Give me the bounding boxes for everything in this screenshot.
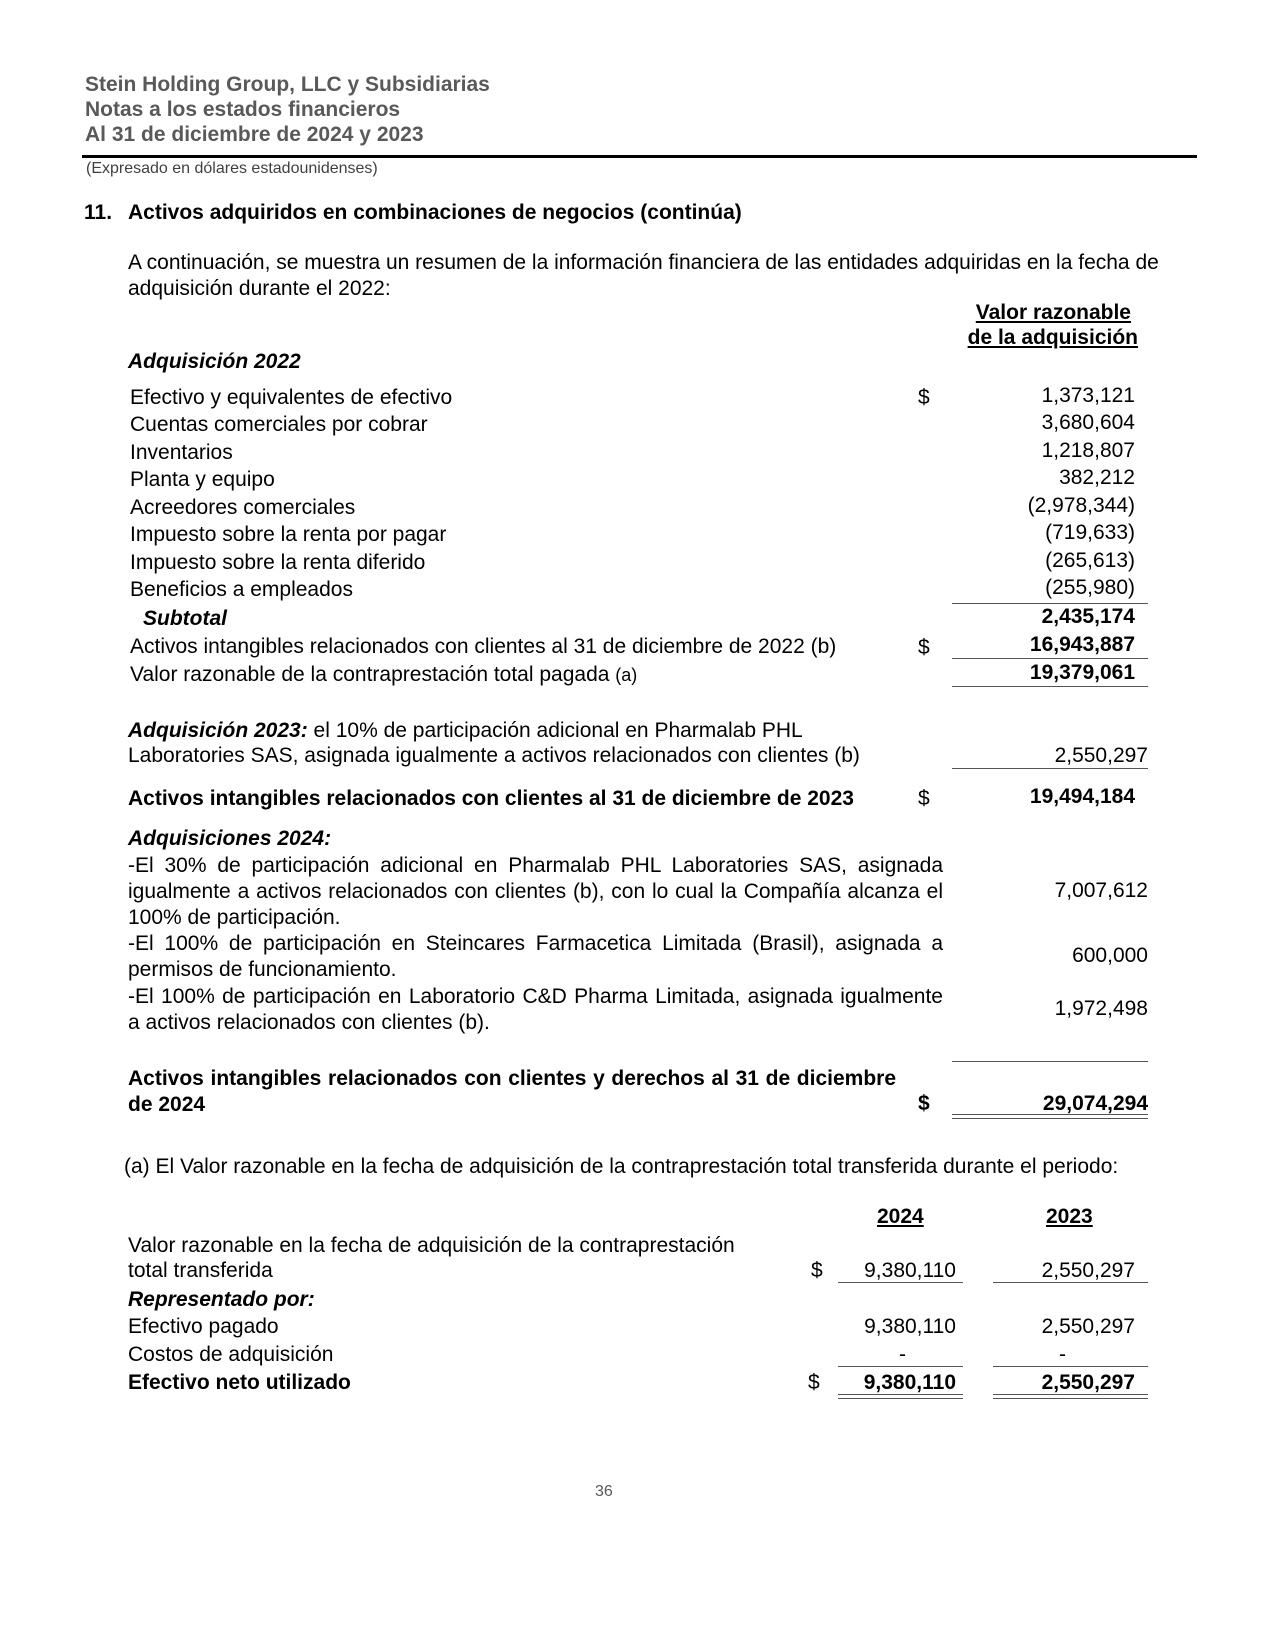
note-row1-2024-rule (838, 1282, 963, 1283)
acquisition-2023-line1: Adquisición 2023: el 10% de participación adicional en Pharmalab PHL (128, 719, 803, 742)
header-rule (82, 155, 1197, 158)
currency-symbol: $ (918, 1092, 930, 1115)
section-title: Activos adquiridos en combinaciones de negocios (continúa) (128, 201, 742, 224)
row-label: Impuesto sobre la renta diferido (130, 551, 426, 574)
consideration-label: Valor razonable de la contraprestación total pagada (a) (130, 663, 638, 686)
note-row1-label-line2: total transferida (128, 1259, 273, 1282)
column-header-line2: de la adquisición (967, 326, 1138, 349)
row-label: Beneficios a empleados (130, 578, 353, 601)
currency-symbol: $ (811, 1259, 823, 1282)
consideration-value: 19,379,061 (1029, 661, 1135, 684)
row-value: 382,212 (1059, 466, 1135, 489)
note-row1-2023-rule (993, 1282, 1148, 1283)
currency-symbol: $ (808, 1371, 820, 1394)
row-label: Acreedores comerciales (130, 496, 356, 519)
page-number: 36 (595, 1483, 613, 1500)
note-total-2024-double-rule (838, 1394, 963, 1399)
currency-symbol: $ (918, 636, 930, 659)
section-number: 11. (84, 201, 113, 224)
note-total-2023-double-rule (993, 1394, 1148, 1399)
acquisition-2023-rule (952, 768, 1148, 769)
note-row3-2024: - (899, 1343, 906, 1366)
note-total-2024: 9,380,110 (863, 1371, 956, 1394)
total-2024-value: 29,074,294 (1042, 1092, 1148, 1115)
row-label: Efectivo y equivalentes de efectivo (130, 386, 453, 409)
row-value: (265,613) (1045, 549, 1135, 572)
currency-symbol: $ (918, 386, 930, 409)
acquisition-2024-item: -El 100% de participación en Laboratorio C&D Pharma Limitada, asignada igualmente a activos relacionados con clientes (b). (128, 985, 943, 1034)
note-row2-2024: 9,380,110 (864, 1315, 956, 1338)
note-row1-2024: 9,380,110 (864, 1259, 956, 1282)
row-value: 3,680,604 (1041, 411, 1135, 434)
company-name: Stein Holding Group, LLC y Subsidiarias (85, 73, 490, 96)
subtotal-value: 2,435,174 (1041, 605, 1135, 628)
row-value: (2,978,344) (1027, 494, 1135, 517)
note-row1-2023: 2,550,297 (1041, 1259, 1135, 1282)
note-row1-label-line1: Valor razonable en la fecha de adquisición de la contraprestación (128, 1234, 735, 1257)
total-2024-double-rule (952, 1114, 1148, 1119)
subtotal-label: Subtotal (143, 607, 227, 630)
consideration-rule (952, 658, 1148, 659)
acquisitions-2024-label: Adquisiciones 2024: (128, 827, 332, 850)
acquisition-2024-value: 600,000 (1072, 944, 1148, 967)
row-value: (719,633) (1045, 521, 1135, 544)
note-row3-2023-rule (993, 1366, 1148, 1367)
acquisition-2024-value: 7,007,612 (1054, 879, 1148, 902)
note-a-text: (a) El Valor razonable en la fecha de adquisición de la contraprestación total transferida durante el periodo: (124, 1155, 1119, 1178)
row-label: Inventarios (130, 441, 233, 464)
acquisition-2024-value: 1,972,498 (1054, 997, 1148, 1020)
intangibles-2022-label: Activos intangibles relacionados con clientes al 31 de diciembre de 2022 (b) (130, 635, 837, 658)
note-row2-label: Efectivo pagado (128, 1315, 279, 1338)
note-row3-2023: - (1059, 1343, 1066, 1366)
note-total-2023: 2,550,297 (1041, 1371, 1135, 1394)
acquisition-2024-item: -El 30% de participación adicional en Pharmalab PHL Laboratories SAS, asignada igualmente a activos relacionados con clientes (b), con lo cual la Compañía alcanza el 100% de participación. (128, 854, 943, 929)
total-2024-top-rule (952, 1061, 1148, 1062)
column-header-line1: Valor razonable (975, 301, 1131, 324)
row-value: 1,373,121 (1041, 384, 1135, 407)
acquisition-2023-value: 2,550,297 (1054, 744, 1148, 767)
row-label: Cuentas comerciales por cobrar (130, 413, 428, 436)
currency-symbol: $ (918, 787, 930, 810)
row-label: Impuesto sobre la renta por pagar (130, 523, 447, 546)
note-row3-2024-rule (838, 1366, 963, 1367)
section-intro: A continuación, se muestra un resumen de la información financiera de las entidades adquiridas en la fecha de adquisición durante el 2022: (128, 251, 1159, 300)
currency-note: (Expresado en dólares estadounidenses) (86, 160, 378, 177)
note-total-label: Efectivo neto utilizado (128, 1371, 351, 1394)
intangibles-2022-value: 16,943,887 (1029, 633, 1135, 656)
column-header-2023: 2023 (1046, 1205, 1093, 1228)
column-header-2024: 2024 (877, 1205, 924, 1228)
total-2023-label: Activos intangibles relacionados con clientes al 31 de diciembre de 2023 (128, 787, 854, 810)
acquisition-2024-item: -El 100% de participación en Steincares Farmacetica Limitada (Brasil), asignada a permisos de funcionamiento. (128, 932, 943, 981)
group-label-2022: Adquisición 2022 (128, 350, 301, 373)
note-row2-2023: 2,550,297 (1041, 1315, 1135, 1338)
row-value: (255,980) (1045, 576, 1135, 599)
row-value: 1,218,807 (1041, 439, 1135, 462)
report-date: Al 31 de diciembre de 2024 y 2023 (85, 123, 424, 146)
row-label: Planta y equipo (130, 468, 275, 491)
represented-by-label: Representado por: (128, 1288, 315, 1311)
note-row3-label: Costos de adquisición (128, 1343, 334, 1366)
acquisition-2023-line2: Laboratories SAS, asignada igualmente a activos relacionados con clientes (b) (128, 744, 860, 767)
total-2023-value: 19,494,184 (1029, 785, 1135, 808)
consideration-bottom-rule (952, 686, 1148, 687)
document-title: Notas a los estados financieros (85, 98, 401, 121)
total-2024-label: Activos intangibles relacionados con clientes y derechos al 31 de diciembre de 2024 (128, 1067, 896, 1116)
